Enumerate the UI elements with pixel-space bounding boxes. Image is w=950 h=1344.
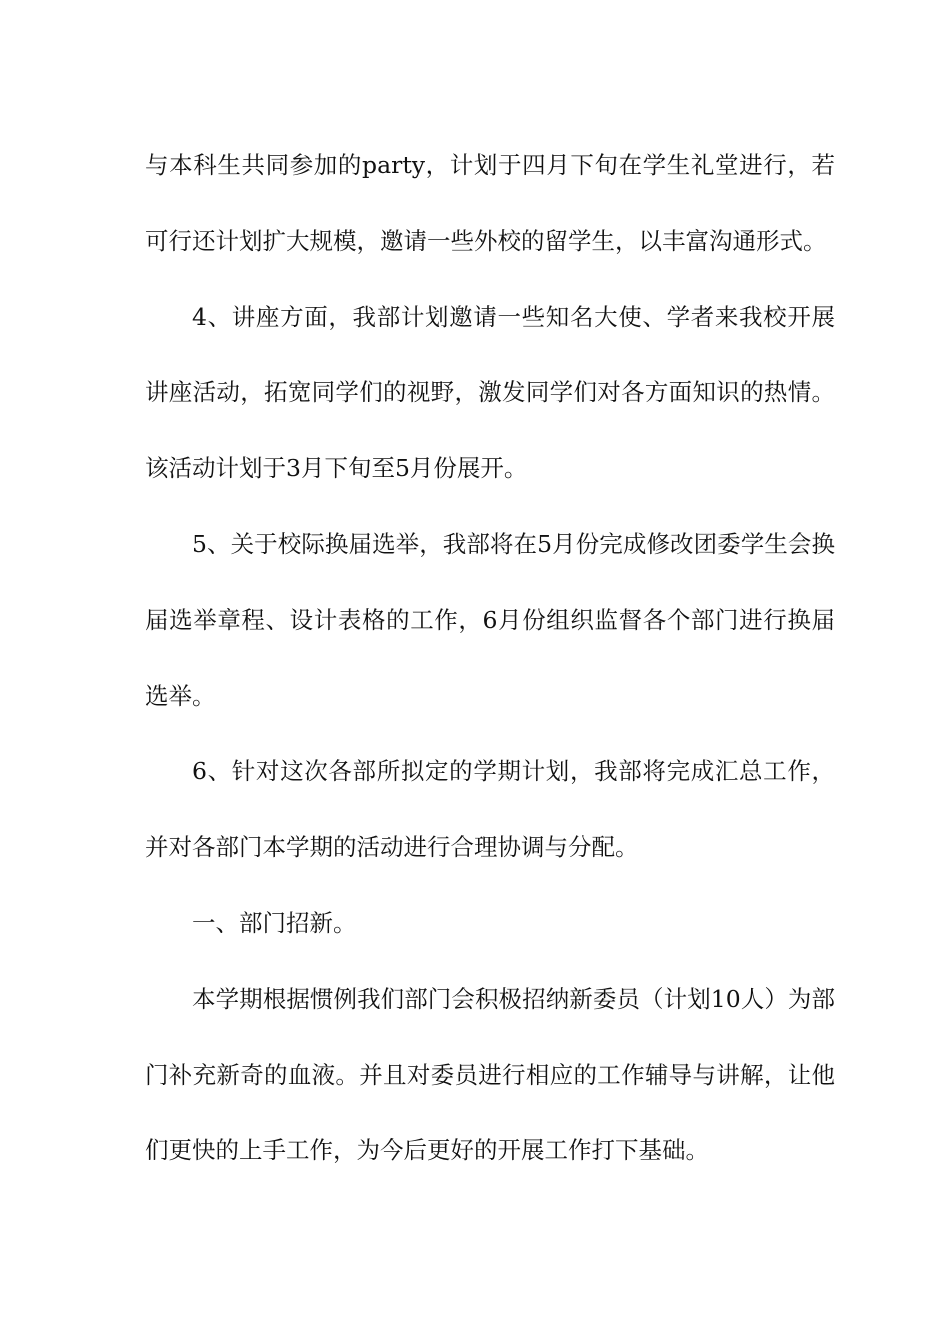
document-body xyxy=(145,128,835,1189)
paragraph-election: 5、关于校际换届选举，我部将在5月份完成修改团委学生会换届选举章程、设计表格的工作，6月份组织监督各个部门进行换届选举。 xyxy=(145,529,835,710)
paragraph-recruitment: 本学期根据惯例我们部门会积极招纳新委员（计划10人）为部门补充新奇的血液。并且对委员进行相应的工作辅导与讲解，让他们更快的上手工作，为今后更好的开展工作打下基础。 xyxy=(145,984,835,1165)
paragraph-semester-plan: 6、针对这次各部所拟定的学期计划，我部将完成汇总工作，并对各部门本学期的活动进行合理协调与分配。 xyxy=(145,757,835,862)
paragraph-lectures: 4、讲座方面，我部计划邀请一些知名大使、学者来我校开展讲座活动，拓宽同学们的视野，激发同学们对各方面知识的热情。该活动计划于3月下旬至5月份展开。 xyxy=(145,302,835,483)
paragraph-party-continuation: 与本科生共同参加的party，计划于四月下旬在学生礼堂进行，若可行还计划扩大规模，邀请一些外校的留学生，以丰富沟通形式。 xyxy=(145,151,835,255)
section-heading-recruitment: 一、部门招新。 xyxy=(192,908,357,937)
